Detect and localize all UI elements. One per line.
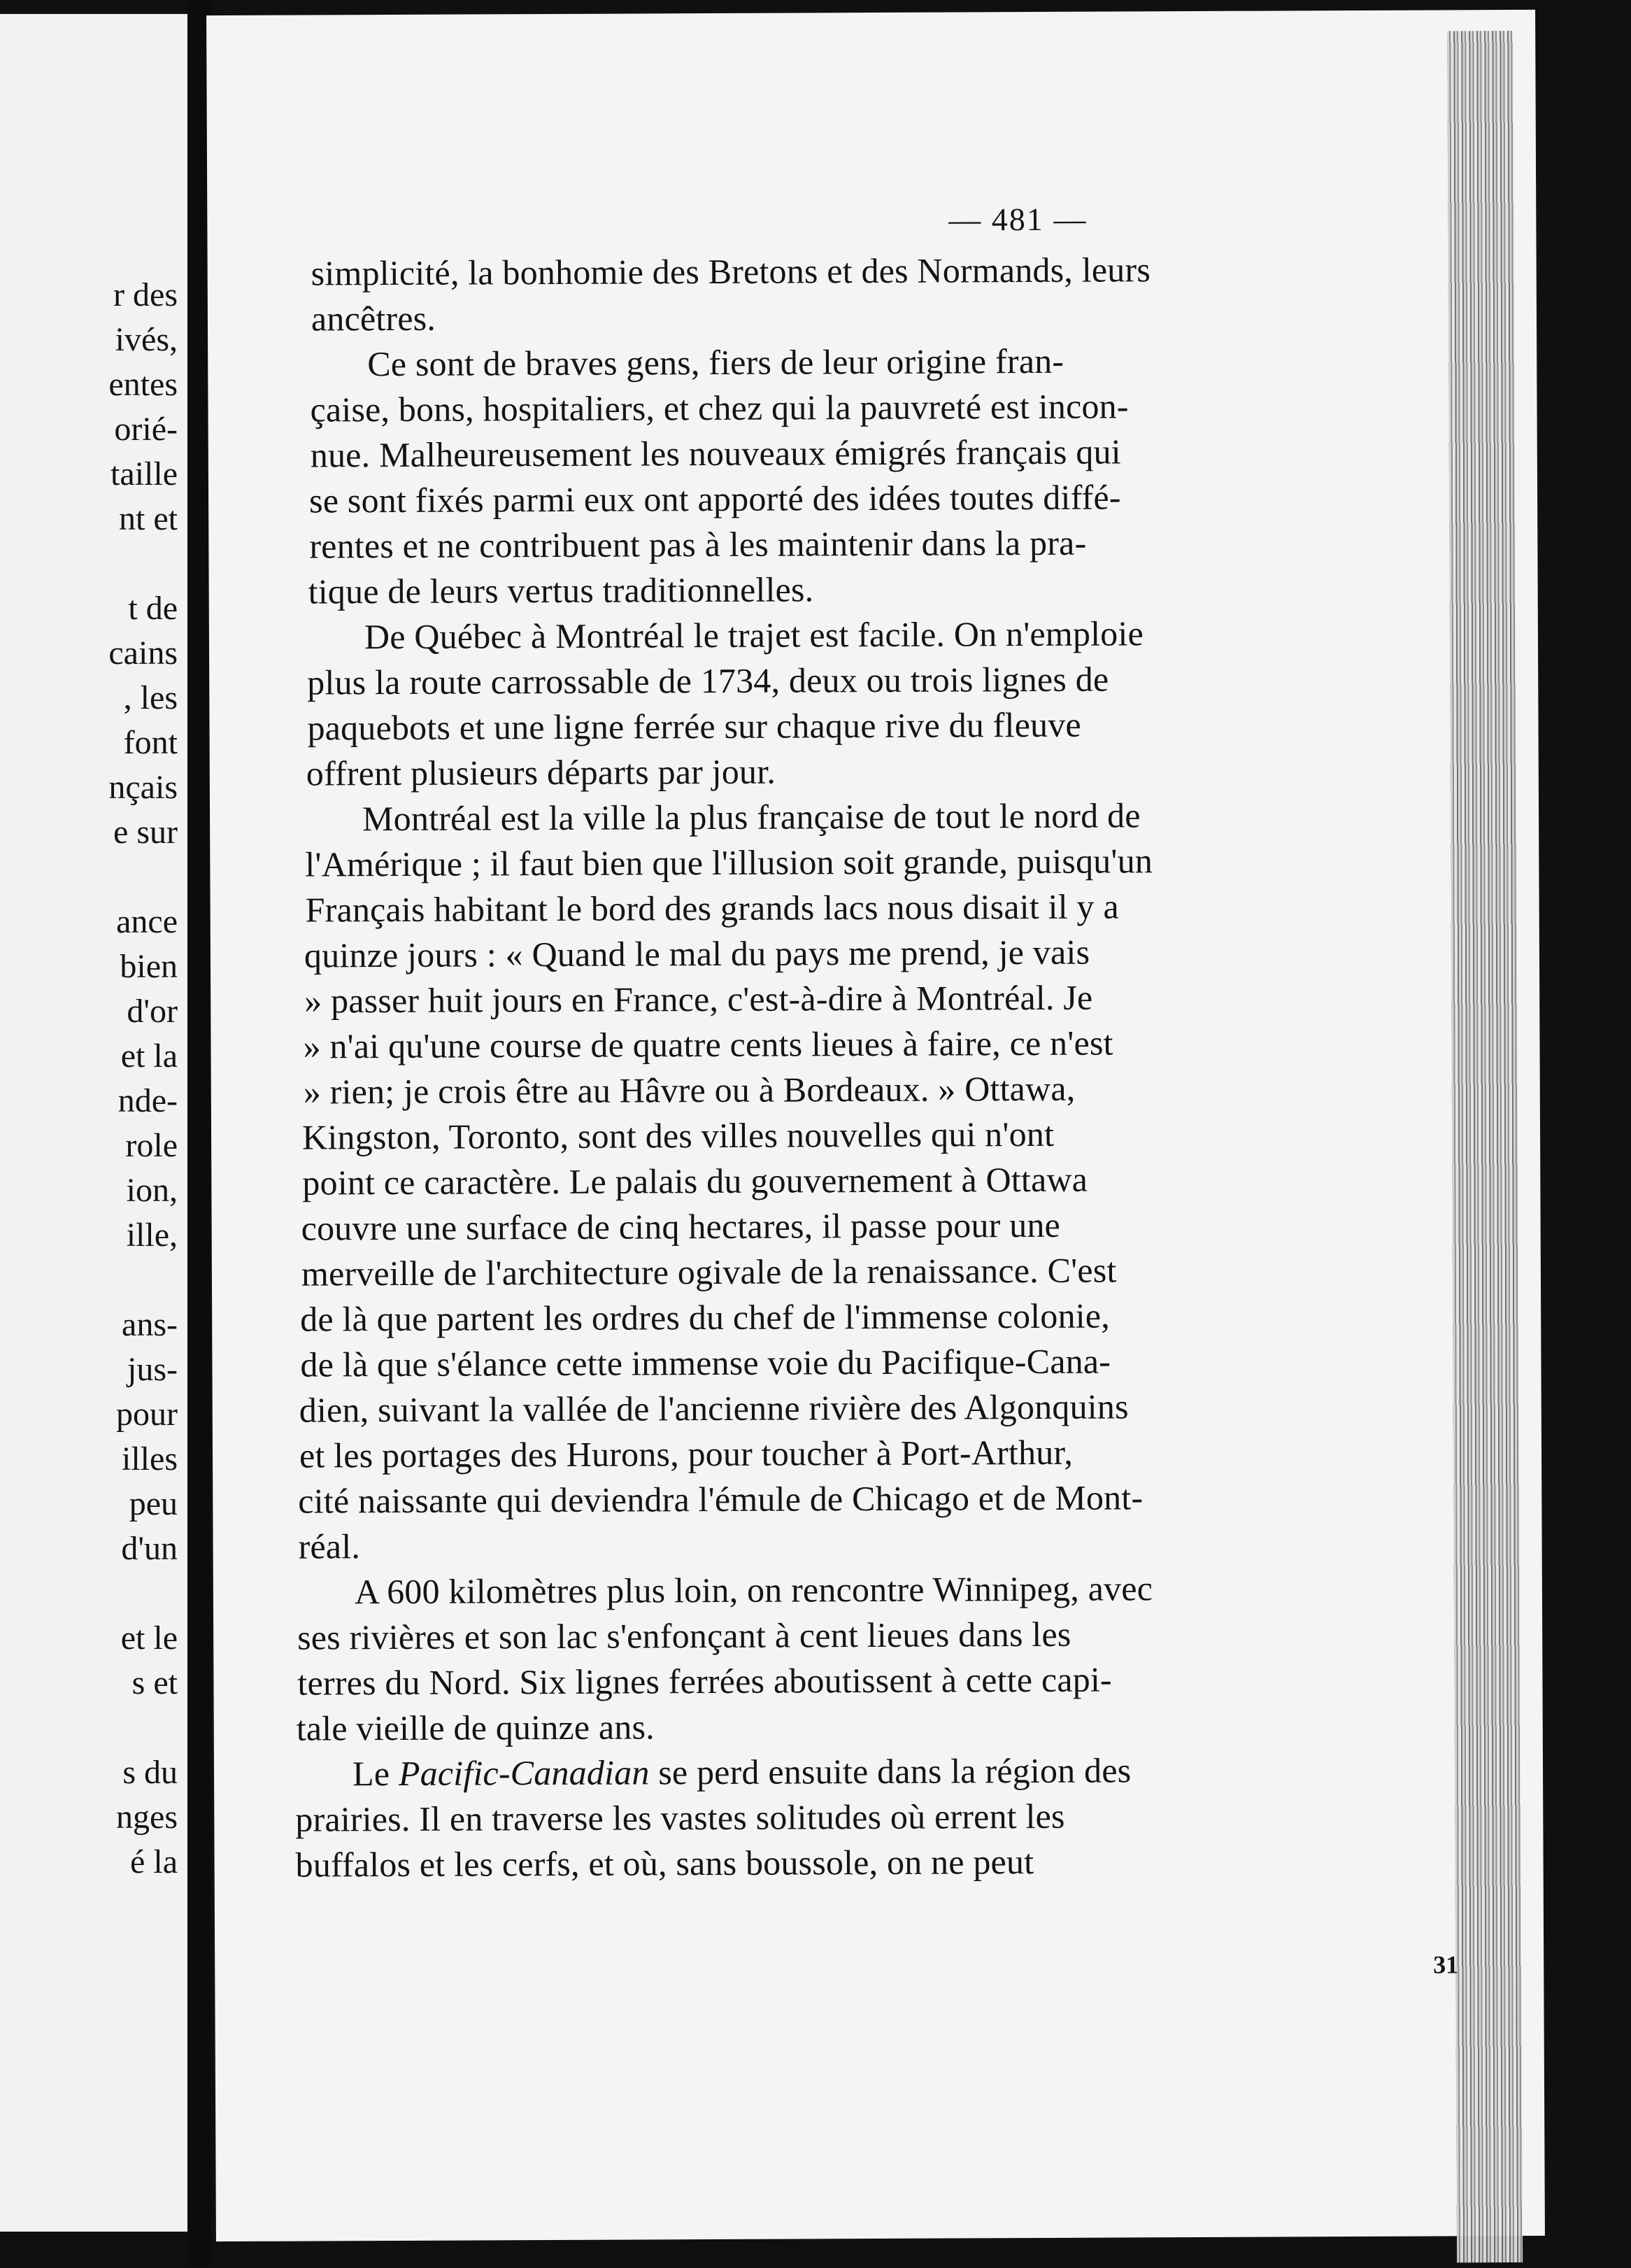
left-page-line: pour — [116, 1396, 178, 1433]
left-page-line: jus- — [127, 1351, 178, 1388]
left-page-line: e sur — [113, 814, 178, 851]
text-line: ancêtres. — [311, 298, 436, 339]
text-line: offrent plusieurs départs par jour. — [306, 751, 776, 793]
text-line: ses rivières et son lac s'enfonçant à cent lieues dans les — [297, 1614, 1071, 1657]
left-page-line: ion, — [126, 1172, 178, 1209]
text-line: réal. — [298, 1526, 361, 1566]
left-page-line: ans- — [122, 1306, 178, 1343]
left-page-line: font — [123, 724, 178, 761]
left-page-line: é la — [130, 1843, 178, 1880]
text-line: de là que partent les ordres du chef de l'immense colonie, — [300, 1296, 1111, 1339]
left-page-line: et le — [120, 1620, 178, 1657]
text-line: » passer huit jours en France, c'est-à-dire à Montréal. Je — [304, 977, 1093, 1021]
left-page-line: ance — [116, 903, 178, 940]
text-line: » rien; je crois être au Hâvre ou à Bordeaux. » Ottawa, — [303, 1068, 1076, 1112]
text-line: l'Amérique ; il faut bien que l'illusion soit grande, puisqu'un — [305, 841, 1153, 884]
text-line: Montréal est la ville la plus française de tout le nord de — [362, 795, 1141, 839]
book-page — [206, 10, 1545, 2241]
text-line: quinze jours : « Quand le mal du pays me prend, je vais — [304, 932, 1090, 975]
left-page-line: orié- — [114, 411, 178, 448]
left-page-line: nges — [116, 1799, 178, 1836]
left-page-line: , les — [123, 679, 178, 716]
left-page-line: s du — [122, 1754, 178, 1791]
left-page-line: nde- — [117, 1082, 178, 1119]
left-page-line: t de — [128, 590, 178, 627]
text-run: Le — [352, 1753, 399, 1794]
text-line: » n'ai qu'une course de quatre cents lieues à faire, ce n'est — [303, 1023, 1113, 1066]
text-line: Kingston, Toronto, sont des villes nouvelles qui n'ont — [301, 1114, 1055, 1157]
text-line: nue. Malheureusement les nouveaux émigrés français qui — [310, 432, 1121, 475]
page-edges — [1447, 31, 1523, 2262]
text-line: et les portages des Hurons, pour toucher à Port-Arthur, — [299, 1432, 1074, 1475]
italic-title: Pacific-Canadian — [398, 1752, 650, 1793]
left-page-line: ille, — [126, 1217, 178, 1254]
text-line: A 600 kilomètres plus loin, on rencontre Winnipeg, avec — [354, 1568, 1153, 1612]
left-page-line: d'or — [127, 993, 178, 1030]
left-page-line: illes — [122, 1440, 178, 1477]
left-page-line: nt et — [119, 500, 178, 537]
text-line: rentes et ne contribuent pas à les maintenir dans la pra- — [309, 523, 1087, 566]
previous-page — [0, 14, 187, 2232]
text-line: tique de leurs vertus traditionnelles. — [308, 569, 814, 611]
left-page-line: s et — [131, 1664, 178, 1701]
text-line: de là que s'élance cette immense voie du Pacifique-Cana- — [300, 1341, 1111, 1384]
left-page-line: d'un — [121, 1530, 178, 1567]
text-line: dien, suivant la vallée de l'ancienne rivière des Algonquins — [299, 1387, 1129, 1430]
text-line: se sont fixés parmi eux ont apporté des idées toutes diffé- — [308, 477, 1121, 520]
left-page-line: entes — [108, 366, 178, 403]
text-line: point ce caractère. Le palais du gouvernement à Ottawa — [302, 1159, 1088, 1203]
text-line: buffalos et les cerfs, et où, sans boussole, on ne peut — [295, 1842, 1034, 1885]
left-page-line: r des — [113, 276, 178, 313]
left-page-line: ivés, — [115, 321, 178, 358]
left-page-line: role — [125, 1127, 178, 1164]
text-line: De Québec à Montréal le trajet est facile. On n'emploie — [364, 614, 1144, 657]
text-line: tale vieille de quinze ans. — [296, 1707, 655, 1748]
text-run: se perd ensuite dans la région des — [649, 1750, 1132, 1792]
left-page-line: cains — [108, 635, 178, 672]
text-line: couvre une surface de cinq hectares, il passe pour une — [301, 1205, 1061, 1248]
left-page-line: bien — [120, 948, 178, 985]
signature-mark: 31 — [1433, 1950, 1459, 1979]
text-line: prairies. Il en traverse les vastes solitudes où errent les — [295, 1796, 1065, 1839]
text-line: plus la route carrossable de 1734, deux ou trois lignes de — [307, 659, 1109, 702]
text-line — [352, 1750, 1132, 1794]
left-page-line: nçais — [108, 769, 178, 806]
left-page-line: taille — [111, 455, 178, 492]
text-line: terres du Nord. Six lignes ferrées aboutissent à cette capi- — [297, 1659, 1112, 1703]
text-line: Ce sont de braves gens, fiers de leur origine fran- — [367, 341, 1064, 384]
text-line: Français habitant le bord des grands lacs nous disait il y a — [305, 886, 1119, 930]
text-line: merveille de l'architecture ogivale de la renaissance. C'est — [301, 1250, 1117, 1294]
text-line: paquebots et une ligne ferrée sur chaque rive du fleuve — [307, 704, 1081, 748]
text-line: çaise, bons, hospitaliers, et chez qui la pauvreté est incon- — [310, 386, 1129, 430]
left-page-line: et la — [120, 1037, 178, 1075]
text-line: simplicité, la bonhomie des Bretons et des Normands, leurs — [311, 250, 1151, 293]
left-page-line: peu — [129, 1485, 178, 1522]
text-line: cité naissante qui deviendra l'émule de Chicago et de Mont- — [298, 1477, 1144, 1521]
page-number-header: — 481 — — [948, 201, 1088, 238]
